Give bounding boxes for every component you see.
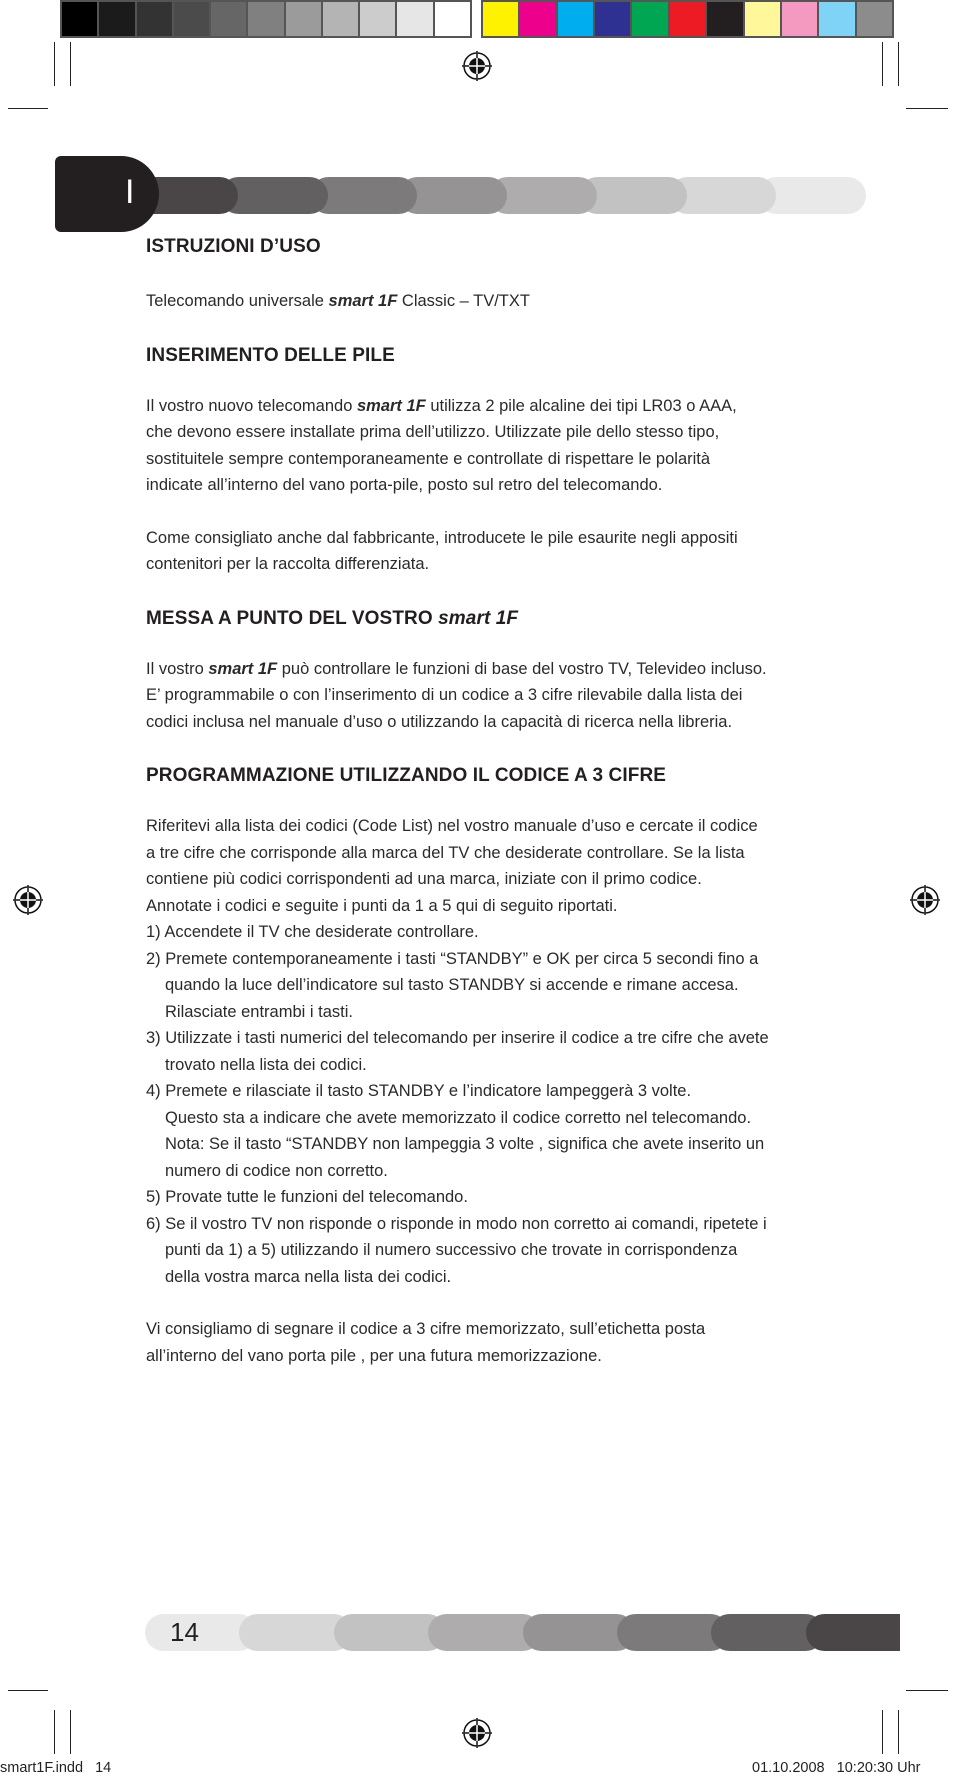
paragraph-text: Vi consigliamo di segnare il codice a 3 cifre memorizzato, sull’etichetta posta	[146, 1320, 706, 1338]
calibration-swatch	[558, 2, 595, 36]
crop-mark	[898, 42, 899, 86]
registration-mark-icon	[910, 885, 940, 915]
crop-mark	[70, 1710, 71, 1754]
paragraph-text: utilizza 2 pile alcaline dei tipi LR03 o AAA,	[425, 396, 737, 415]
registration-mark-icon	[462, 1718, 492, 1748]
paragraph-text: contenitori per la raccolta differenziata.	[146, 555, 430, 573]
crop-mark	[8, 1690, 48, 1691]
step-text: 2) Premete contemporaneamente i tasti “STANDBY” e OK per circa 5 secondi fino a	[146, 949, 759, 968]
paragraph-text: all’interno del vano porta pile , per una futura memorizzazione.	[146, 1346, 602, 1365]
crop-mark	[906, 108, 948, 109]
step-item	[146, 1184, 846, 1211]
calibration-swatch	[819, 2, 856, 36]
calibration-swatch	[483, 2, 520, 36]
document-title: ISTRUZIONI D’USO	[146, 236, 321, 257]
color-calibration-bar	[481, 0, 894, 38]
paragraph-text: a tre cifre che corrisponde alla marca del TV che desiderate controllare. Se la lista	[146, 843, 745, 862]
crop-mark	[70, 42, 71, 86]
calibration-swatch	[248, 2, 285, 36]
calibration-swatch	[137, 2, 174, 36]
registration-mark-icon	[13, 885, 43, 915]
calibration-swatch	[745, 2, 782, 36]
calibration-swatch	[174, 2, 211, 36]
paragraph-text: codici inclusa nel manuale d’uso o utilizzando la capacità di ricerca nella libreria.	[146, 712, 733, 731]
paragraph-text: può controllare le funzioni di base del vostro TV, Televideo incluso.	[277, 659, 767, 678]
paragraph-text: Come consigliato anche dal fabbricante, introducete le pile esaurite negli appositi	[146, 528, 738, 547]
calibration-swatch	[857, 2, 892, 36]
crop-mark	[882, 1710, 883, 1754]
grayscale-calibration-bar	[60, 0, 472, 38]
paragraph-text: contiene più codici corrispondenti ad una marca, iniziate con il primo codice.	[146, 870, 702, 888]
paragraph-text: Il vostro nuovo telecomando	[146, 396, 357, 415]
subtitle-text: Telecomando universale	[146, 292, 329, 310]
step-continuation: trovato nella lista dei codici.	[165, 1055, 367, 1074]
paragraph	[146, 393, 846, 499]
step-continuation: numero di codice non corretto.	[165, 1161, 388, 1180]
section-tab	[55, 156, 159, 232]
paragraph-text: che devono essere installate prima dell’utilizzo. Utilizzate pile dello stesso tipo,	[146, 423, 720, 441]
crop-mark	[54, 1710, 55, 1754]
paragraph-text: E’ programmabile o con l’inserimento di un codice a 3 cifre rilevabile dalla lista dei	[146, 686, 743, 704]
step-item	[146, 1078, 846, 1184]
paragraph-text: Riferitevi alla lista dei codici (Code List) nel vostro manuale d’uso e cercate il codice	[146, 817, 758, 835]
step-item	[146, 1025, 846, 1078]
steps-list	[146, 919, 846, 1290]
paragraph	[146, 656, 846, 736]
slug-timestamp: 01.10.2008 10:20:30 Uhr	[752, 1760, 921, 1776]
paragraph-text: sostituitele sempre contemporaneamente e controllate di rispettare le polarità	[146, 449, 711, 468]
crop-mark	[882, 42, 883, 86]
section-heading	[146, 608, 846, 630]
crop-mark	[8, 108, 48, 109]
step-text: 5) Provate tutte le funzioni del telecomando.	[146, 1188, 468, 1206]
registration-mark-icon	[462, 51, 492, 81]
brand-name: smart 1F	[208, 659, 278, 678]
section-heading: PROGRAMMAZIONE UTILIZZANDO IL CODICE A 3 CIFRE	[146, 765, 667, 786]
section-letter: I	[125, 173, 135, 211]
step-continuation: della vostra marca nella lista dei codici.	[165, 1267, 452, 1286]
calibration-swatch	[520, 2, 557, 36]
step-item	[146, 919, 846, 946]
calibration-swatch	[99, 2, 136, 36]
heading-text: MESSA A PUNTO DEL VOSTRO	[146, 607, 439, 629]
calibration-swatch	[632, 2, 669, 36]
calibration-swatch	[707, 2, 744, 36]
calibration-swatch	[670, 2, 707, 36]
crop-mark	[906, 1690, 948, 1691]
calibration-swatch	[360, 2, 397, 36]
brand-name: smart 1F	[438, 607, 519, 629]
section-heading: INSERIMENTO DELLE PILE	[146, 344, 395, 366]
paragraph-text: Annotate i codici e seguite i punti da 1 a 5 qui di seguito riportati.	[146, 896, 618, 915]
step-item	[146, 946, 846, 1026]
crop-mark	[898, 1710, 899, 1754]
step-text: 3) Utilizzate i tasti numerici del telecomando per inserire il codice a tre cifre che avete	[146, 1029, 769, 1047]
paragraph-text: indicate all’interno del vano porta-pile, posto sul retro del telecomando.	[146, 476, 663, 494]
page-number: 14	[170, 1617, 199, 1647]
calibration-swatch	[211, 2, 248, 36]
paragraph-text: Il vostro	[146, 659, 209, 678]
calibration-swatch	[323, 2, 360, 36]
paragraph	[146, 1316, 846, 1369]
step-continuation: Nota: Se il tasto “STANDBY non lampeggia 3 volte , significa che avete inserito un	[165, 1135, 765, 1153]
step-continuation: punti da 1) a 5) utilizzando il numero successivo che trovate in corrispondenza	[165, 1241, 738, 1259]
step-continuation: quando la luce dell’indicatore sul tasto STANDBY si accende e rimane accesa.	[165, 976, 739, 994]
step-item	[146, 1211, 846, 1291]
crop-mark	[54, 42, 55, 86]
step-continuation: Questo sta a indicare che avete memorizzato il codice corretto nel telecomando.	[165, 1108, 752, 1127]
step-continuation: Rilasciate entrambi i tasti.	[165, 1002, 353, 1021]
step-text: 6) Se il vostro TV non risponde o risponde in modo non corretto ai comandi, ripetete i	[146, 1214, 767, 1233]
band-segment	[806, 1614, 900, 1651]
calibration-swatch	[286, 2, 323, 36]
calibration-swatch	[397, 2, 434, 36]
document-subtitle	[146, 288, 846, 315]
paragraph	[146, 525, 846, 578]
document-body	[146, 236, 846, 1369]
slug-file-info: smart1F.indd 14	[0, 1760, 112, 1776]
brand-name: smart 1F	[328, 292, 398, 310]
paragraph	[146, 813, 846, 919]
subtitle-text: Classic – TV/TXT	[397, 292, 530, 310]
step-text: 1) Accendete il TV che desiderate controllare.	[146, 923, 479, 941]
calibration-swatch	[595, 2, 632, 36]
brand-name: smart 1F	[356, 396, 426, 415]
calibration-swatch	[782, 2, 819, 36]
calibration-swatch	[62, 2, 99, 36]
calibration-swatch	[435, 2, 470, 36]
step-text: 4) Premete e rilasciate il tasto STANDBY e l’indicatore lampeggerà 3 volte.	[146, 1082, 692, 1100]
